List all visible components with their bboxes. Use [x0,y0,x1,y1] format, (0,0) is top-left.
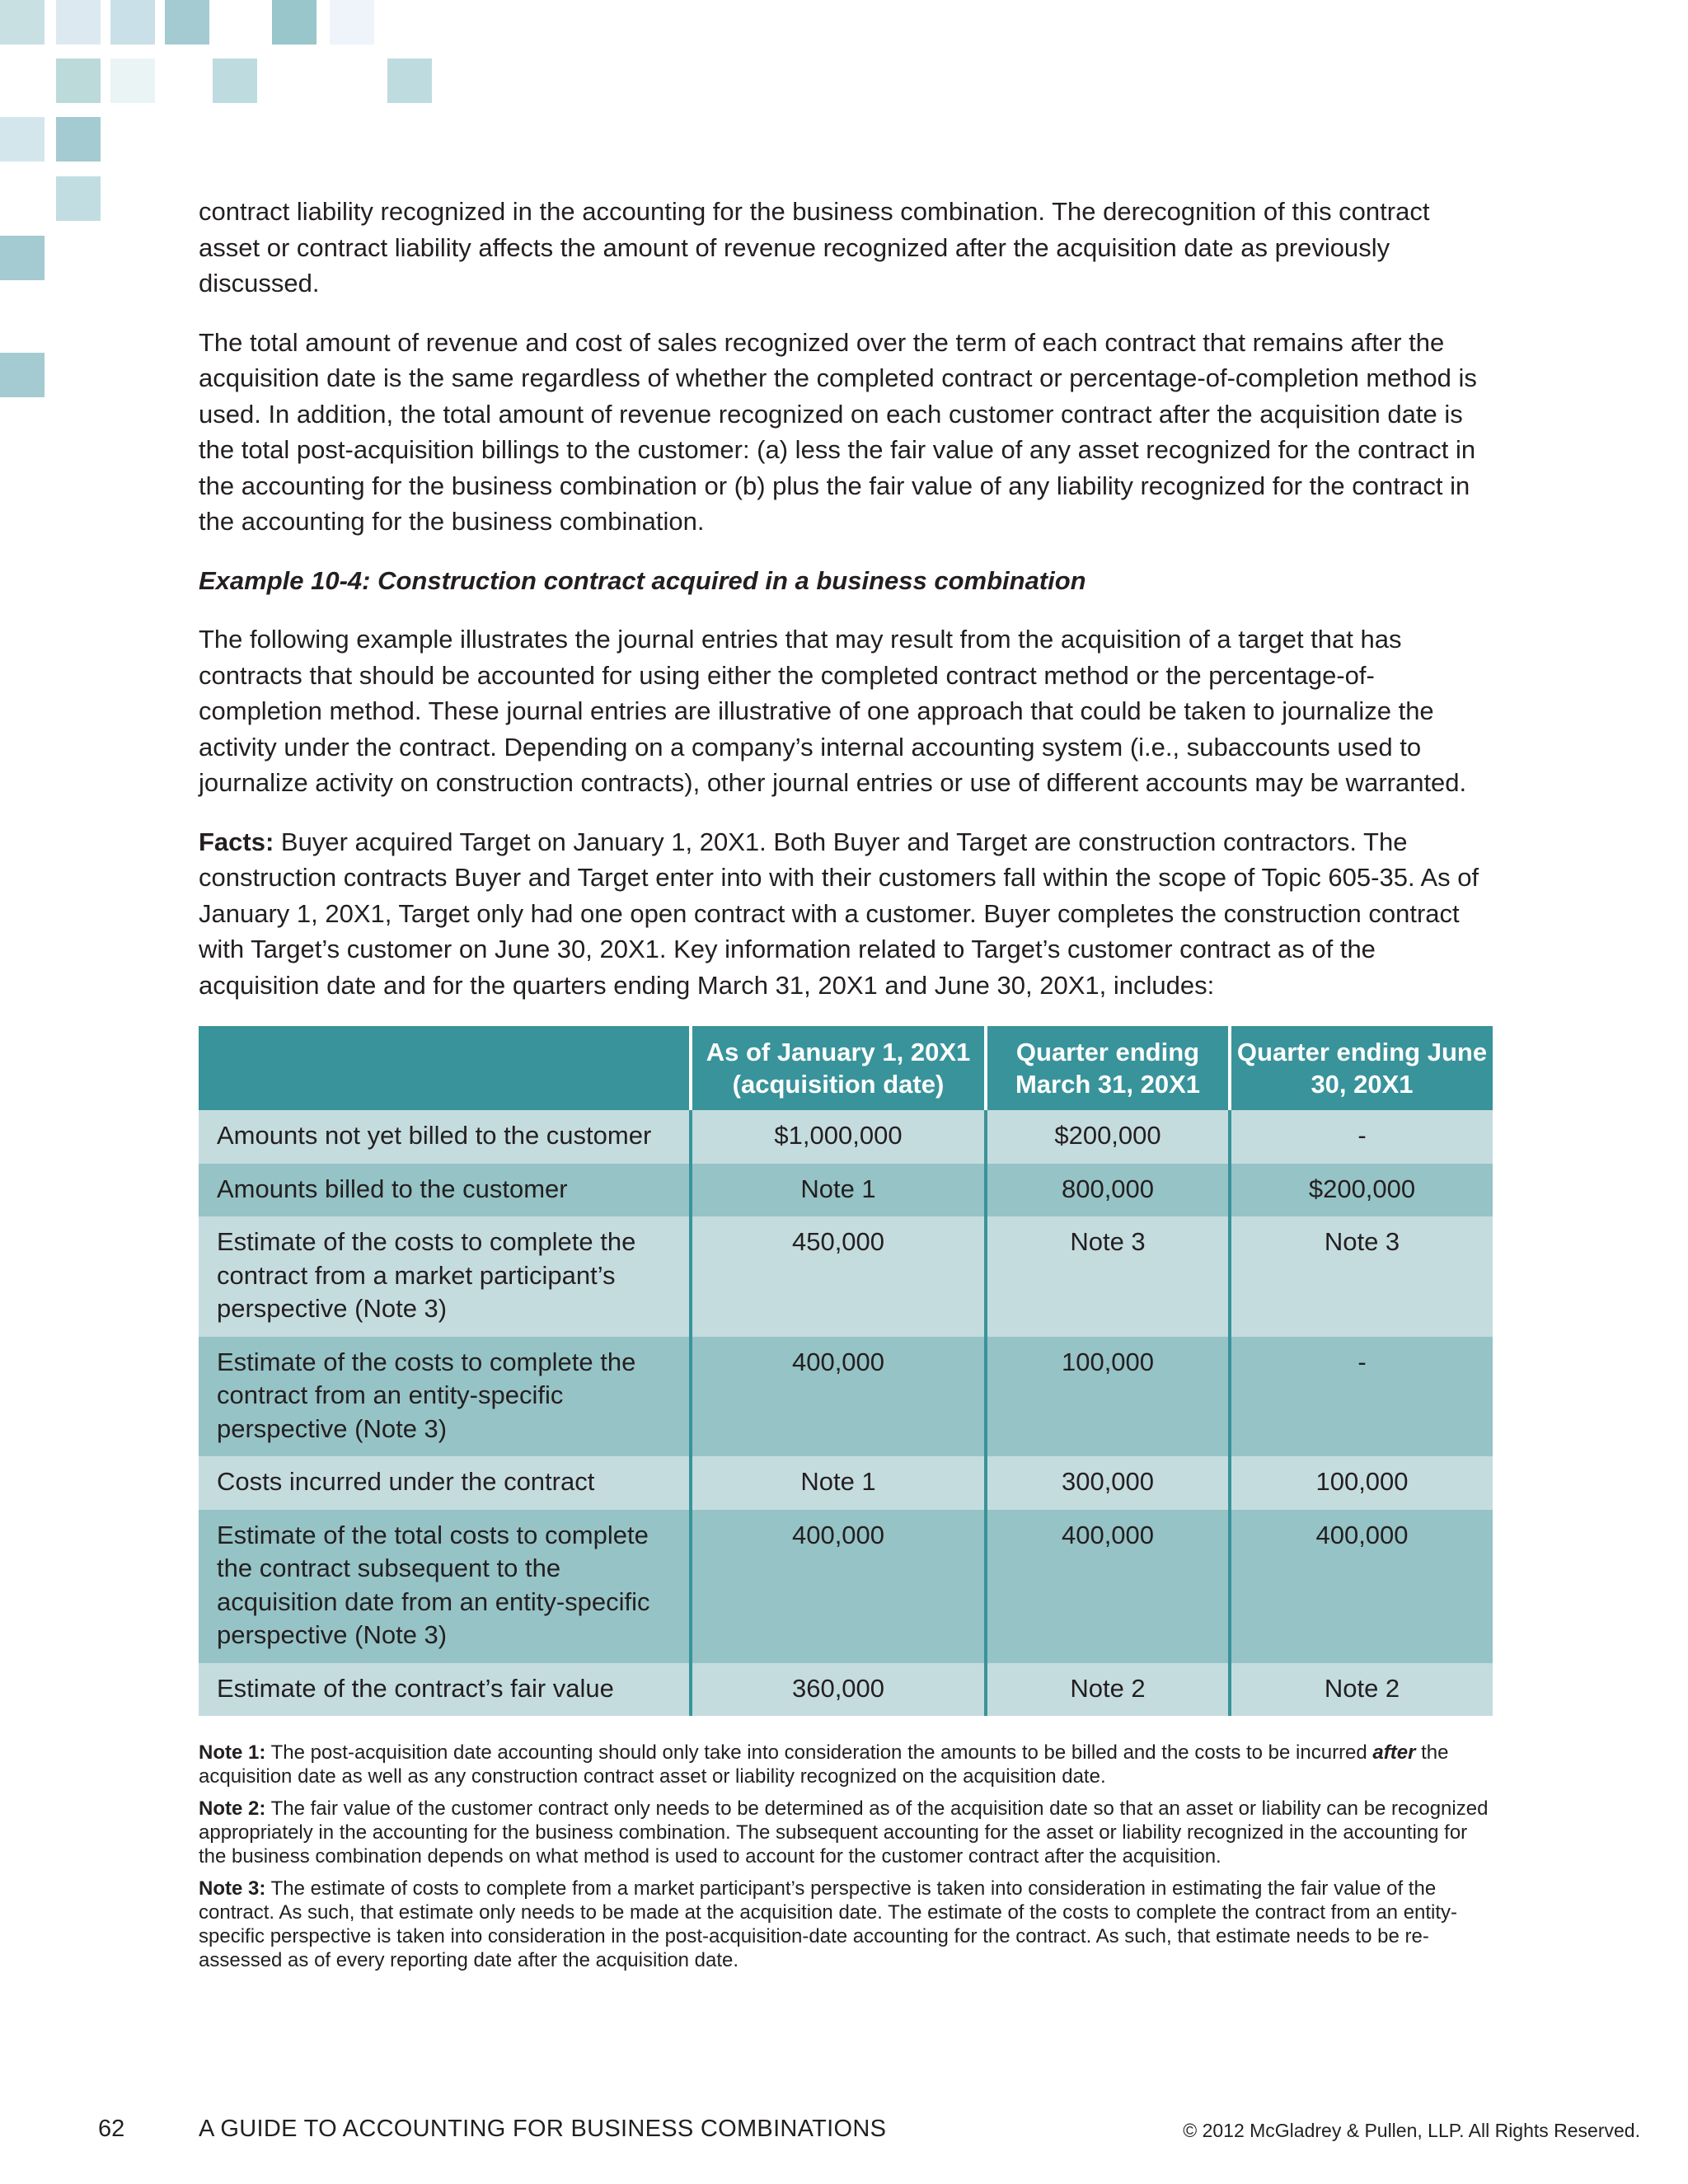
facts-paragraph [199,824,1493,1004]
intro-paragraph-2: The total amount of revenue and cost of sales recognized over the term of each contract that remains after the acquisition date is the same regardless of whether the completed contract or percentage-of-completion method is used. In addition, the total amount of revenue recognized on each customer contract after the acquisition date is the total post-acquisition billings to the customer: (a) less the fair value of any asset recognized for the contract in the accounting for the business combination or (b) plus the fair value of any liability recognized for the contract in the accounting for the business combination. [199,327,1477,536]
cell-value: - [1230,1337,1493,1457]
cell-value: 400,000 [1230,1510,1493,1663]
cell-value: $200,000 [986,1110,1230,1164]
cell-value: Note 3 [986,1216,1230,1337]
cell-value: Note 2 [986,1663,1230,1717]
table-notes [199,1741,1493,1972]
facts-label: Facts: [199,827,274,856]
row-label: Amounts billed to the customer [199,1164,691,1217]
cell-value: 360,000 [691,1663,986,1717]
note-2 [199,1797,1493,1868]
header-cell-acquisition-date: As of January 1, 20X1 (acquisition date) [691,1026,986,1110]
table-row [199,1456,1493,1510]
row-label: Costs incurred under the contract [199,1456,691,1510]
header-cell-june-quarter: Quarter ending June 30, 20X1 [1230,1026,1493,1110]
example-paragraph: The following example illustrates the journal entries that may result from the acquisition of a target that has contracts that should be accounted for using either the completed contract method or the percentage-of-completion method. These journal entries are illustrative of one approach that could be taken to journalize the activity under the contract. Depending on a company’s internal accounting system (i.e., subaccounts used to journalize activity on construction contracts), other journal entries or use of different accounts may be warranted. [199,625,1467,797]
cell-value: Note 2 [1230,1663,1493,1717]
note-1 [199,1741,1493,1788]
cell-value: 400,000 [691,1337,986,1457]
cell-value: 450,000 [691,1216,986,1337]
footer-title: A GUIDE TO ACCOUNTING FOR BUSINESS COMBINATIONS [199,2116,887,2142]
table-row [199,1510,1493,1663]
header-cell-march-quarter: Quarter ending March 31, 20X1 [986,1026,1230,1110]
row-label: Estimate of the total costs to complete the contract subsequent to the acquisition date from an entity-specific perspective (Note 3) [199,1510,691,1663]
table-row [199,1663,1493,1717]
row-label: Estimate of the contract’s fair value [199,1663,691,1717]
table-row [199,1164,1493,1217]
cell-value: Note 3 [1230,1216,1493,1337]
cell-value: - [1230,1110,1493,1164]
intro-paragraph-1: contract liability recognized in the accounting for the business combination. The derecognition of this contract asset or contract liability affects the amount of revenue recognized after the acquisition date as previously discussed. [199,197,1430,298]
cell-value: 400,000 [986,1510,1230,1663]
note-label: Note 2: [199,1797,266,1820]
note-text: The estimate of costs to complete from a market participant’s perspective is taken into consideration in estimating the fair value of the contract. As such, that estimate only needs to be made at the acquisition date. The estimate of the costs to complete the contract from an entity-specific perspective is taken into consideration in the post-acquisition-date accounting for the contract. As such, that estimate needs to be re-assessed as of every reporting date after the acquisition date. [199,1877,1458,1971]
note-label: Note 3: [199,1877,266,1900]
note-text-after: the acquisition date as well as any construction contract asset or liability recognized on the acquisition date. [199,1741,1449,1788]
facts-text: Buyer acquired Target on January 1, 20X1. Both Buyer and Target are construction contractors. The construction contracts Buyer and Target enter into with their customers fall within the scope of Topic 605-35. As of January 1, 20X1, Target only had one open contract with a customer. Buyer completes the construction contract with Target’s customer on June 30, 20X1. Key information related to Target’s customer contract as of the acquisition date and for the quarters ending March 31, 20X1 and June 30, 20X1, includes: [199,827,1479,1000]
cell-value: $200,000 [1230,1164,1493,1217]
table-row [199,1216,1493,1337]
table-row [199,1337,1493,1457]
row-label: Amounts not yet billed to the customer [199,1110,691,1164]
cell-value: Note 1 [691,1164,986,1217]
example-heading: Example 10-4: Construction contract acquired in a business combination [199,565,1086,595]
footer-copyright: © 2012 McGladrey & Pullen, LLP. All Rights Reserved. [1183,2120,1640,2141]
note-3 [199,1877,1493,1972]
contract-info-table [199,1026,1493,1716]
cell-value: 100,000 [1230,1456,1493,1510]
cell-value: 100,000 [986,1337,1230,1457]
page-content [199,194,1493,1980]
row-label: Estimate of the costs to complete the contract from an entity-specific perspective (Note 3) [199,1337,691,1457]
note-text: The fair value of the customer contract only needs to be determined as of the acquisition date so that an asset or liability can be recognized appropriately in the accounting for the business combination. The subsequent accounting for the asset or liability recognized in the accounting for the business combination depends on what method is used to account for the customer contract after the acquisition. [199,1797,1489,1868]
cell-value: 800,000 [986,1164,1230,1217]
cell-value: 400,000 [691,1510,986,1663]
note-label: Note 1: [199,1741,266,1764]
cell-value: $1,000,000 [691,1110,986,1164]
page-number: 62 [98,2116,125,2142]
table-row [199,1110,1493,1164]
row-label: Estimate of the costs to complete the contract from a market participant’s perspective (Note 3) [199,1216,691,1337]
note-emphasis: after [1372,1741,1416,1764]
cell-value: Note 1 [691,1456,986,1510]
table-header-row [199,1026,1493,1110]
header-cell-label [199,1026,691,1110]
note-text: The post-acquisition date accounting should only take into consideration the amounts to be billed and the costs to be incurred [265,1741,1373,1764]
cell-value: 300,000 [986,1456,1230,1510]
